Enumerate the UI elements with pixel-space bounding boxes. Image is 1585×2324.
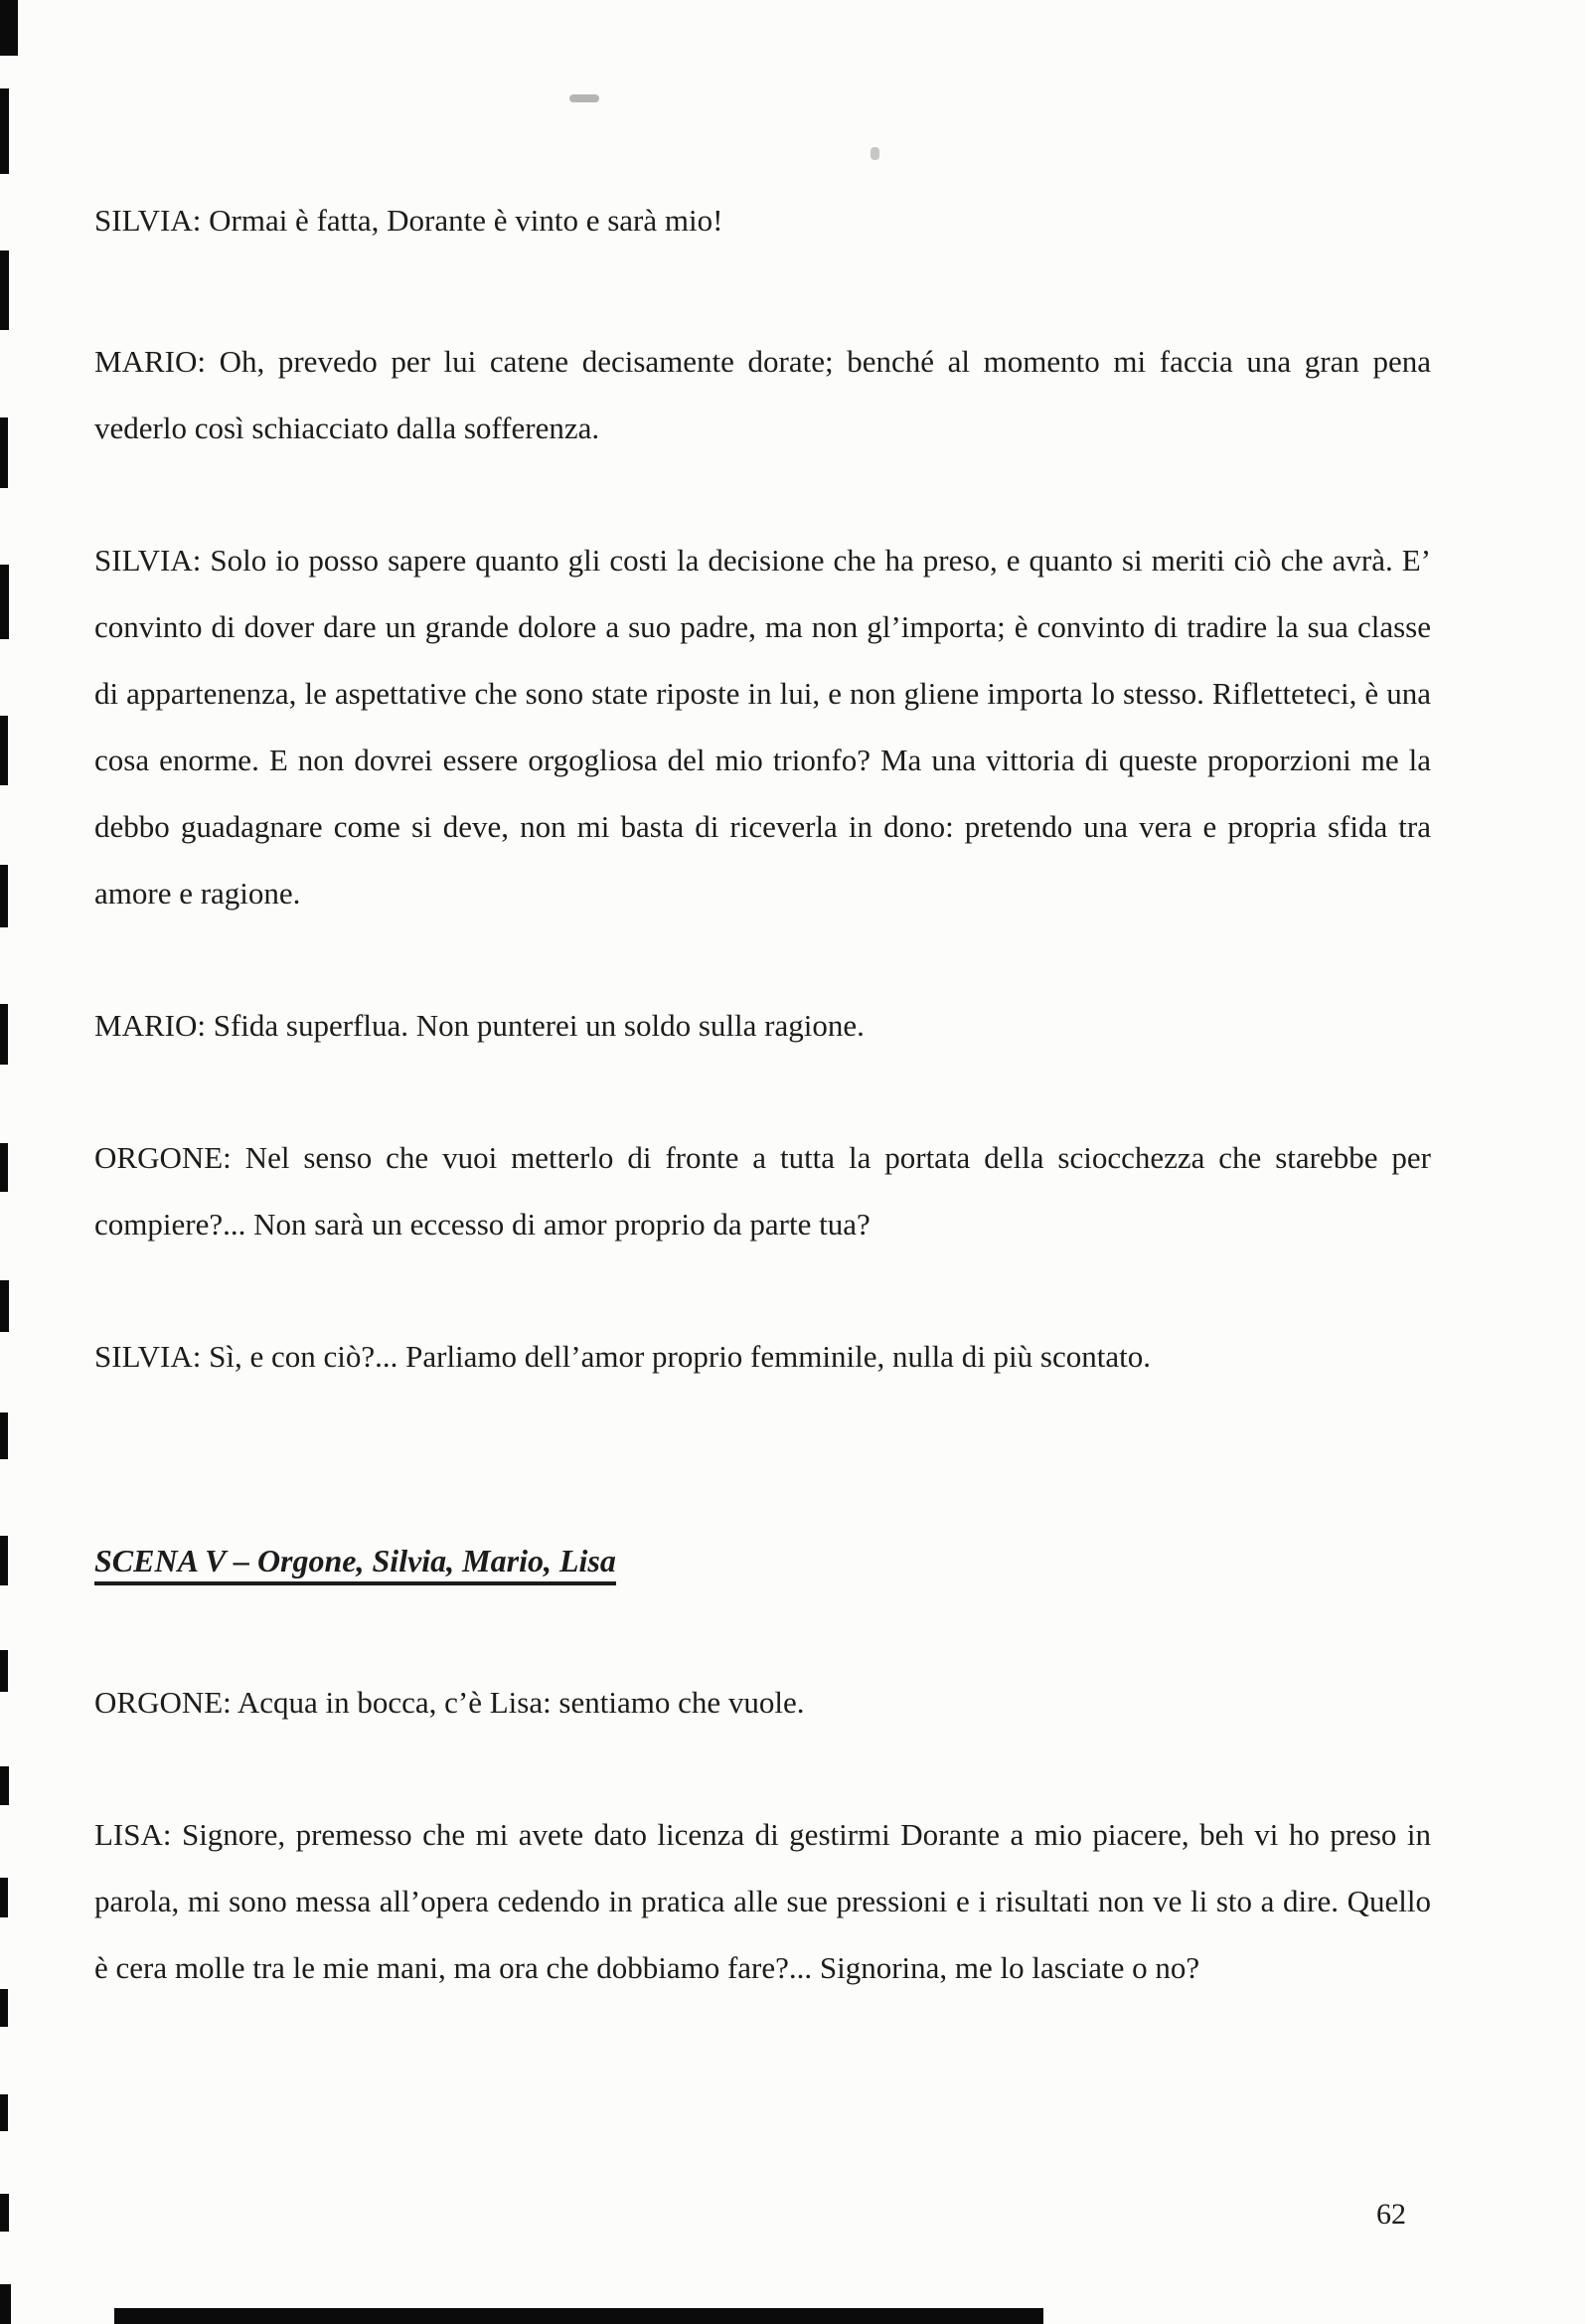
scene-heading — [94, 1528, 1431, 1594]
dialogue-paragraph: SILVIA: Ormai è fatta, Dorante è vinto e sarà mio! — [94, 203, 723, 238]
scan-mark — [0, 1766, 9, 1805]
scan-mark — [0, 0, 18, 56]
scan-mark — [0, 417, 8, 488]
scan-mark — [0, 1412, 8, 1459]
scan-mark — [0, 88, 9, 174]
scan-mark — [0, 1878, 8, 1917]
scan-mark — [0, 865, 8, 927]
scan-mark — [0, 2094, 8, 2131]
scan-mark — [0, 1536, 8, 1585]
scan-mark — [0, 716, 8, 785]
scan-mark — [0, 1143, 8, 1192]
scan-mark — [0, 1650, 8, 1692]
scan-mark — [0, 1280, 9, 1332]
scan-mark — [0, 250, 9, 330]
scan-mark — [0, 1004, 8, 1065]
dialogue-paragraph: SILVIA: Sì, e con ciò?... Parliamo dell’amor proprio femminile, nulla di più scontato. — [94, 1339, 1151, 1374]
scan-artifact-bottom-bar — [114, 2308, 1043, 2324]
content — [94, 187, 1431, 2001]
scan-smudge — [871, 147, 879, 160]
scene-heading-text: SCENA V – Orgone, Silvia, Mario, Lisa — [94, 1543, 616, 1585]
dialogue-paragraph: ORGONE: Nel senso che vuoi metterlo di fronte a tutta la portata della sciocchezza che starebbe per compiere?... Non sarà un eccesso di amor proprio da parte tua? — [94, 1140, 1431, 1242]
scan-mark — [0, 2284, 11, 2324]
page-number: 62 — [1376, 2198, 1406, 2231]
scan-mark — [0, 565, 9, 639]
dialogue-paragraph: MARIO: Oh, prevedo per lui catene decisamente dorate; benché al momento mi faccia una gran pena vederlo così schiacciato dalla sofferenza. — [94, 344, 1431, 445]
dialogue-paragraph: MARIO: Sfida superflua. Non punterei un soldo sulla ragione. — [94, 1008, 865, 1043]
scan-mark — [0, 2194, 9, 2232]
dialogue-paragraph: SILVIA: Solo io posso sapere quanto gli costi la decisione che ha preso, e quanto si meriti ciò che avrà. E’ convinto di dover dare un grande dolore a suo padre, ma non gl’importa; è convinto di tradire la sua classe di appartenenza, le aspettative che sono state riposte in lui, e non gliene importa lo stesso. Rifletteteci, è una cosa enorme. E non dovrei essere orgogliosa del mio trionfo? Ma una vittoria di queste proporzioni me la debbo guadagnare come si deve, non mi basta di riceverla in dono: pretendo una vera e propria sfida tra amore e ragione. — [94, 543, 1431, 911]
scan-mark — [0, 1989, 8, 2027]
dialogue-paragraph: ORGONE: Acqua in bocca, c’è Lisa: sentiamo che vuole. — [94, 1685, 805, 1720]
scan-smudge — [569, 94, 599, 102]
dialogue-paragraph: LISA: Signore, premesso che mi avete dato licenza di gestirmi Dorante a mio piacere, beh vi ho preso in parola, mi sono messa all’opera cedendo in pratica alle sue pressioni e i risultati non ve li sto a dire. Quello è cera molle tra le mie mani, ma ora che dobbiamo fare?... Signorina, me lo lasciate o no? — [94, 1817, 1431, 1985]
